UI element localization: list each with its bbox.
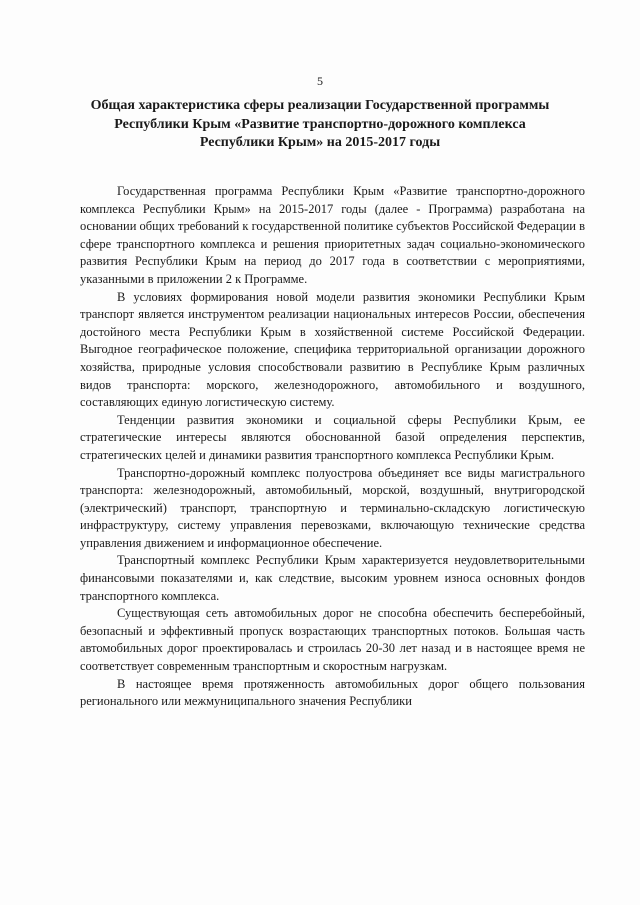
- heading-line: Республики Крым» на 2015-2017 годы: [199, 135, 441, 150]
- paragraph-road-network: Существующая сеть автомобильных дорог не способна обеспечить бесперебойный, безопасный и эффективный пропуск возрастающих транспортных потоков. Большая часть автомобильных дорог проектировалась и строилась 20-30 лет назад и в настоящее время не соответствует современным транспортным и скоростным нагрузкам.: [80, 606, 585, 674]
- paragraph-road-length: В настоящее время протяженность автомобильных дорог общего пользования регионального или межмуниципального значения Республики: [80, 676, 585, 709]
- paragraph-transport-role: В условиях формирования новой модели развития экономики Республики Крым транспорт является инструментом реализации национальных интересов России, обеспечения достойного места Республики Крым в хозяйственной системе Российской Федерации. Выгодное географическое положение, специфика территориальной организации дорожного хозяйства, природные условия способствовали развитию в Республике Крым различных видов транспорта: морского, железнодорожного, автомобильного и воздушного, составляющих единую логистическую систему.: [80, 289, 585, 410]
- heading-line: Общая характеристика сферы реализации Государственной программы: [90, 98, 550, 113]
- heading-line: Республики Крым «Развитие транспортно-дорожного комплекса: [114, 116, 526, 132]
- body-text: [80, 183, 585, 711]
- page-number: 5: [317, 74, 323, 88]
- paragraph-financial-state: Транспортный комплекс Республики Крым характеризуется неудовлетворительными финансовыми показателями и, как следствие, высоким уровнем износа основных фондов транспортного комплекса.: [80, 553, 585, 603]
- paragraph-complex-structure: Транспортно-дорожный комплекс полуострова объединяет все виды магистрального транспорта: железнодорожный, автомобильный, морской, воздушный, внутригородской (электрический) транспорт, транспортную и терминально-складскую логистическую инфраструктуру, систему управления перевозками, включающую технические средства управления движением и информационное обеспечение.: [80, 465, 585, 550]
- paragraph-program-definition: Государственная программа Республики Крым «Развитие транспортно-дорожного комплекса Республики Крым» на 2015-2017 годы (далее - Программа) разработана на основании общих требований к государственной политике субъектов Российской Федерации в сфере транспортного комплекса и решения приоритетных задач социально-экономического развития Республики Крым на период до 2017 года в соответствии с мероприятиями, указанными в приложении 2 к Программе.: [80, 184, 585, 286]
- section-heading: [70, 97, 570, 153]
- paragraph-development-trends: Тенденции развития экономики и социальной сферы Республики Крым, ее стратегические интересы являются обоснованной базой определения перспектив, стратегических целей и динамики развития транспортного комплекса Республики Крым.: [80, 412, 585, 462]
